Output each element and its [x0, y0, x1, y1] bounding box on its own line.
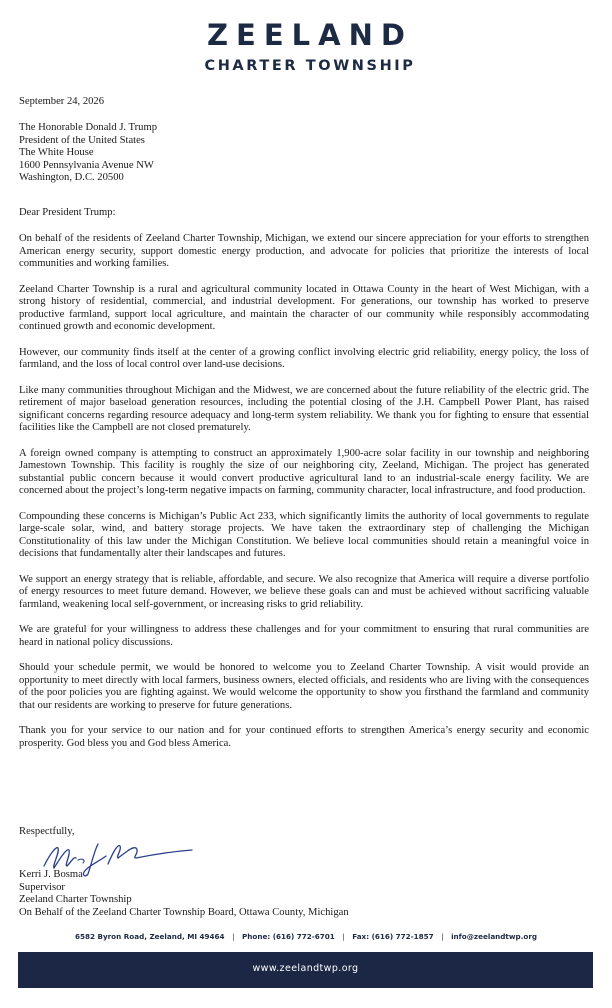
footer-fax: Fax: (616) 772-1857 [352, 932, 434, 941]
closing: Respectfully, [19, 826, 75, 837]
footer-separator: | [232, 932, 235, 941]
letterhead-name: ZEELAND [207, 18, 413, 52]
footer-phone[interactable]: Phone: (616) 772-6701 [242, 932, 335, 941]
recipient-line: The Honorable Donald J. Trump [19, 122, 158, 133]
footer-separator: | [342, 932, 345, 941]
footer-contact [0, 932, 612, 941]
signatory-line: Supervisor [19, 881, 65, 893]
signatory-line: Kerri J. Bosma [19, 869, 83, 880]
letterhead-subtitle: CHARTER TOWNSHIP [204, 58, 416, 74]
body-paragraph: A foreign owned company is attempting to construct an approximately 1,900-acre solar facility in our township and neighboring Jamestown Township. This facility is roughly the size of our neighboring city, Zeeland, Michigan. The project has generated substantial public concern because it would convert productive agricultural land to an industrial-scale energy facility. We are concerned about the project’s long-term negative impacts on farming, community character, local infrastructure, and food production. [19, 447, 589, 496]
signatory-line: On Behalf of the Zeeland Charter Township Board, Ottawa County, Michigan [19, 906, 349, 918]
footer-address: 6582 Byron Road, Zeeland, MI 49464 [74, 932, 225, 941]
body-paragraph: Thank you for your service to our nation and for your continued efforts to strengthen America’s energy security and economic prosperity. God bless you and God bless America. [19, 725, 589, 749]
footer-website-link[interactable]: www.zeelandtwp.org [252, 963, 359, 974]
body-paragraph: We are grateful for your willingness to address these challenges and for your commitment to ensuring that rural communities are heard in national policy discussions. [19, 624, 589, 648]
recipient-line: President of the United States [19, 134, 145, 146]
body-paragraph: However, our community finds itself at the center of a growing conflict involving electric grid reliability, energy policy, the loss of farmland, and the loss of local control over land-use decisions. [19, 346, 589, 370]
recipient-line: 1600 Pennsylvania Avenue NW [19, 159, 154, 171]
body-paragraph: We support an energy strategy that is reliable, affordable, and secure. We also recognize that America will require a diverse portfolio of energy resources to meet future demand. However, we believe these goals can and must be achieved without sacrificing valuable farmland, weakening local self-government, or increasing risks to grid reliability. [19, 573, 589, 610]
signatory-line: Zeeland Charter Township [19, 894, 132, 906]
salutation: Dear President Trump: [19, 207, 116, 218]
footer-bar [18, 952, 593, 988]
recipient-address [19, 122, 157, 185]
letter-body [19, 233, 589, 763]
letter-date: September 24, 2026 [19, 96, 105, 107]
body-paragraph: Should your schedule permit, we would be honored to welcome you to Zeeland Charter Township. A visit would provide an opportunity to meet directly with local farmers, business owners, elected officials, and residents who are living with the consequences of the poor policies you are fighting against. We would welcome the opportunity to show you firsthand the farmland and community that our residents are working to preserve for future generations. [19, 662, 589, 711]
body-paragraph: Like many communities throughout Michigan and the Midwest, we are concerned about the future reliability of the electric grid. The retirement of major baseload generation resources, including the potential closing of the J.H. Campbell Power Plant, has raised significant concerns regarding resource adequacy and long-term system reliability. We thank you for fighting to ensure that essential facilities like the Campbell are not closed prematurely. [19, 384, 589, 433]
body-paragraph: Compounding these concerns is Michigan’s Public Act 233, which significantly limits the authority of local governments to regulate large-scale solar, wind, and battery storage projects. We have taken the extraordinary step of challenging the Michigan Constitutionality of this law under the Michigan Constitution. We believe local communities should retain a meaningful voice in decisions that fundamentally alter their landscapes and futures. [19, 510, 589, 559]
recipient-line: Washington, D.C. 20500 [19, 172, 124, 184]
body-paragraph: Zeeland Charter Township is a rural and agricultural community located in Ottawa County in the heart of West Michigan, with a strong history of residential, commercial, and industrial development. For generations, our township has worked to preserve productive farmland, support local agriculture, and maintain the character of our community while responsibly accommodating continued growth and economic development. [19, 283, 589, 332]
body-paragraph: On behalf of the residents of Zeeland Charter Township, Michigan, we extend our sincere appreciation for your efforts to strengthen American energy security, support domestic energy production, and advocate for policies that prioritize the interests of local communities and working families. [19, 233, 589, 269]
footer-email-link[interactable]: info@zeelandtwp.org [451, 932, 538, 941]
recipient-line: The White House [19, 147, 94, 159]
footer-separator: | [441, 932, 444, 941]
signature-block [19, 869, 349, 919]
